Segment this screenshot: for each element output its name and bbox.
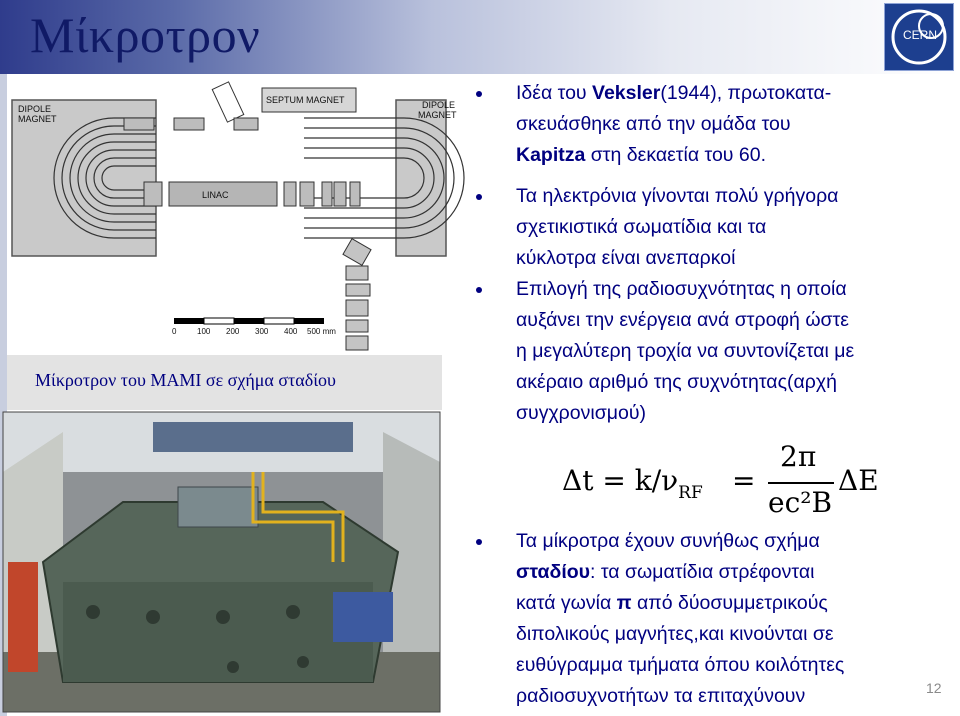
bullet-dot-icon [476,91,482,97]
bullet-dot-icon [476,194,482,200]
formula-denominator: ec²B [768,486,833,519]
formula-equals: = [732,464,756,497]
scale-100: 100 [197,327,211,336]
bullet-line [516,398,646,429]
septum-deflector [212,82,244,122]
bold-term: π [616,592,632,614]
bullet-line [516,650,844,681]
text-run: ευθύγραμμα τμήματα όπου κοιλότητες [516,654,845,676]
scale-200: 200 [226,327,240,336]
scale-bar [172,318,336,336]
bold-term: σταδίου [516,561,590,583]
fraction-bar [768,482,834,484]
text-run: : τα σωματίδια στρέφονται [590,561,815,583]
text-run: Τα μίκροτρα έχουν συνήθως σχήμα [516,530,820,552]
formula-lhs: $\Delta t = k/\nu_{RF}$ [562,464,703,503]
text-run: Ιδέα του [516,82,593,104]
extraction-line [343,239,371,350]
text-run: αυξάνει την ενέργεια ανά στροφή ώστε [516,309,849,331]
page-number: 12 [926,680,942,696]
formula-block [562,440,902,528]
bullet-line [516,557,814,588]
text-run: Επιλογή της ραδιοσυχνότητας η οποία [516,278,847,300]
formula-subscript: RF [678,483,703,503]
text-run: διπολικούς μαγνήτες,και κινούνται σε [516,623,834,645]
text-run: ακέραιο αριθμό της συχνότητας(αρχή [516,371,837,393]
bullet-line [516,78,831,109]
scale-400: 400 [284,327,298,336]
septum-label: SEPTUM MAGNET [266,95,345,105]
bullet-line [516,305,849,336]
text-run: ραδιοσυχνοτήτων τα επιταχύνουν [516,685,806,707]
scale-0: 0 [172,327,177,336]
slide-title: Μίκροτρον [30,7,261,63]
bullet-line [516,212,766,243]
bullet-line [516,336,854,367]
text-run: σκευάσθηκε από την ομάδα του [516,113,791,135]
bullet-line [516,588,828,619]
scale-300: 300 [255,327,269,336]
bullet-line [516,619,834,650]
cern-logo [884,3,954,71]
text-run: (1944), πρωτοκατα- [660,82,832,104]
right-dipole-label-1: DIPOLE [422,100,456,110]
linac-label: LINAC [202,190,229,200]
text-run: σχετικιστικά σωματίδια και τα [516,216,767,238]
bullet-line [516,140,766,171]
bullet-line [516,367,837,398]
bullet-dot-icon [476,287,482,293]
left-dipole-label-1: DIPOLE [18,104,52,114]
text-run: από δύοσυμμετρικούς [631,592,828,614]
mami-microtron-photo [3,412,440,712]
figure-caption: Μίκροτρον του ΜΑΜΙ σε σχήμα σταδίου [35,370,336,390]
formula-numerator: 2π [780,440,817,473]
bullet-line [516,526,820,557]
text-run: συγχρονισμού) [516,402,646,424]
bullet-dot-icon [476,539,482,545]
bold-term: Veksler [592,82,661,104]
title-bar [0,0,960,74]
logo-text: CERN [902,28,937,42]
bullet-line [516,181,838,212]
text-run: στη δεκαετία του 60. [585,144,766,166]
bullet-line [516,681,805,712]
bullet-line [516,274,847,305]
formula-rhs: ΔE [838,464,879,497]
text-run: η μεγαλύτερη τροχία να συντονίζεται με [516,340,855,362]
bold-term: Kapitza [516,144,586,166]
right-dipole-body [396,100,446,256]
bullet-line [516,109,791,140]
text-run: κύκλοτρα είναι ανεπαρκοί [516,247,736,269]
microtron-schematic [4,78,457,354]
text-run: κατά γωνία [516,592,617,614]
left-dipole-label-2: MAGNET [18,114,57,124]
right-dipole-label-2: MAGNET [418,110,457,120]
text-run: Τα ηλεκτρόνια γίνονται πολύ γρήγορα [516,185,839,207]
bullet-line [516,243,735,274]
scale-500: 500 mm [307,327,336,336]
